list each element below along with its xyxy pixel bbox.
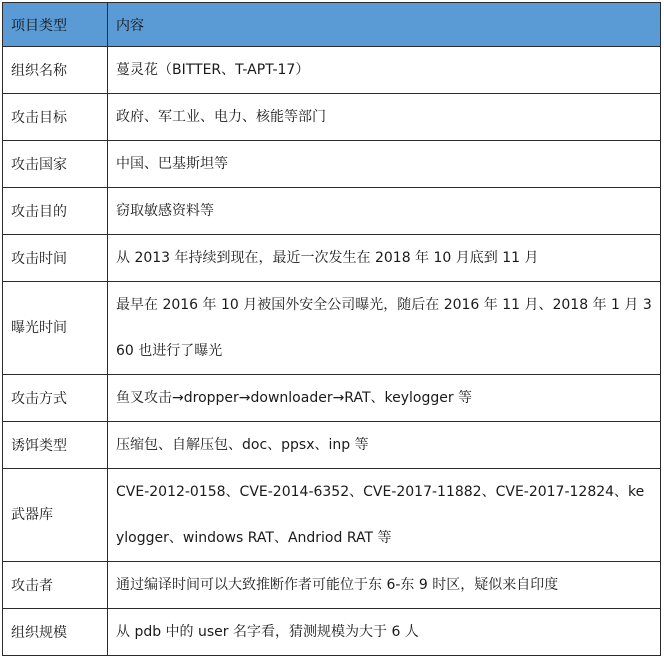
row-value: 最早在 2016 年 10 月被国外安全公司曝光，随后在 2016 年 11 月、2018 年 1 月 360 也进行了曝光 bbox=[108, 282, 661, 375]
header-content: 内容 bbox=[108, 3, 661, 47]
row-value: 从 pdb 中的 user 名字看，猜测规模为大于 6 人 bbox=[108, 609, 661, 656]
table-header-row bbox=[3, 3, 661, 47]
row-key: 诱饵类型 bbox=[3, 422, 108, 469]
row-key: 攻击者 bbox=[3, 562, 108, 609]
row-value: 窃取敏感资料等 bbox=[108, 188, 661, 235]
table-row-arsenal bbox=[3, 469, 661, 562]
table-row-org-name bbox=[3, 47, 661, 94]
row-key: 组织规模 bbox=[3, 609, 108, 656]
row-key: 曝光时间 bbox=[3, 282, 108, 375]
row-value: 通过编译时间可以大致推断作者可能位于东 6-东 9 时区，疑似来自印度 bbox=[108, 562, 661, 609]
row-value: 鱼叉攻击→dropper→downloader→RAT、keylogger 等 bbox=[108, 375, 661, 422]
row-key: 武器库 bbox=[3, 469, 108, 562]
table-row-lure bbox=[3, 422, 661, 469]
table-row-scale bbox=[3, 609, 661, 656]
row-value: 压缩包、自解压包、doc、ppsx、inp 等 bbox=[108, 422, 661, 469]
table-row-time bbox=[3, 235, 661, 282]
table-row-target bbox=[3, 94, 661, 141]
table-row-method bbox=[3, 375, 661, 422]
row-value: 政府、军工业、电力、核能等部门 bbox=[108, 94, 661, 141]
row-key: 攻击国家 bbox=[3, 141, 108, 188]
row-key: 攻击目标 bbox=[3, 94, 108, 141]
row-value: 蔓灵花（BITTER、T-APT-17） bbox=[108, 47, 661, 94]
row-value: CVE-2012-0158、CVE-2014-6352、CVE-2017-11882、CVE-2017-12824、keylogger、windows RAT、Andriod RAT 等 bbox=[108, 469, 661, 562]
row-key: 攻击方式 bbox=[3, 375, 108, 422]
row-key: 攻击时间 bbox=[3, 235, 108, 282]
table-row-purpose bbox=[3, 188, 661, 235]
row-value: 从 2013 年持续到现在，最近一次发生在 2018 年 10 月底到 11 月 bbox=[108, 235, 661, 282]
table-row-exposure bbox=[3, 282, 661, 375]
header-item-type: 项目类型 bbox=[3, 3, 108, 47]
apt-info-table bbox=[2, 2, 661, 656]
row-key: 攻击目的 bbox=[3, 188, 108, 235]
table-row-country bbox=[3, 141, 661, 188]
row-key: 组织名称 bbox=[3, 47, 108, 94]
table-row-attacker bbox=[3, 562, 661, 609]
row-value: 中国、巴基斯坦等 bbox=[108, 141, 661, 188]
